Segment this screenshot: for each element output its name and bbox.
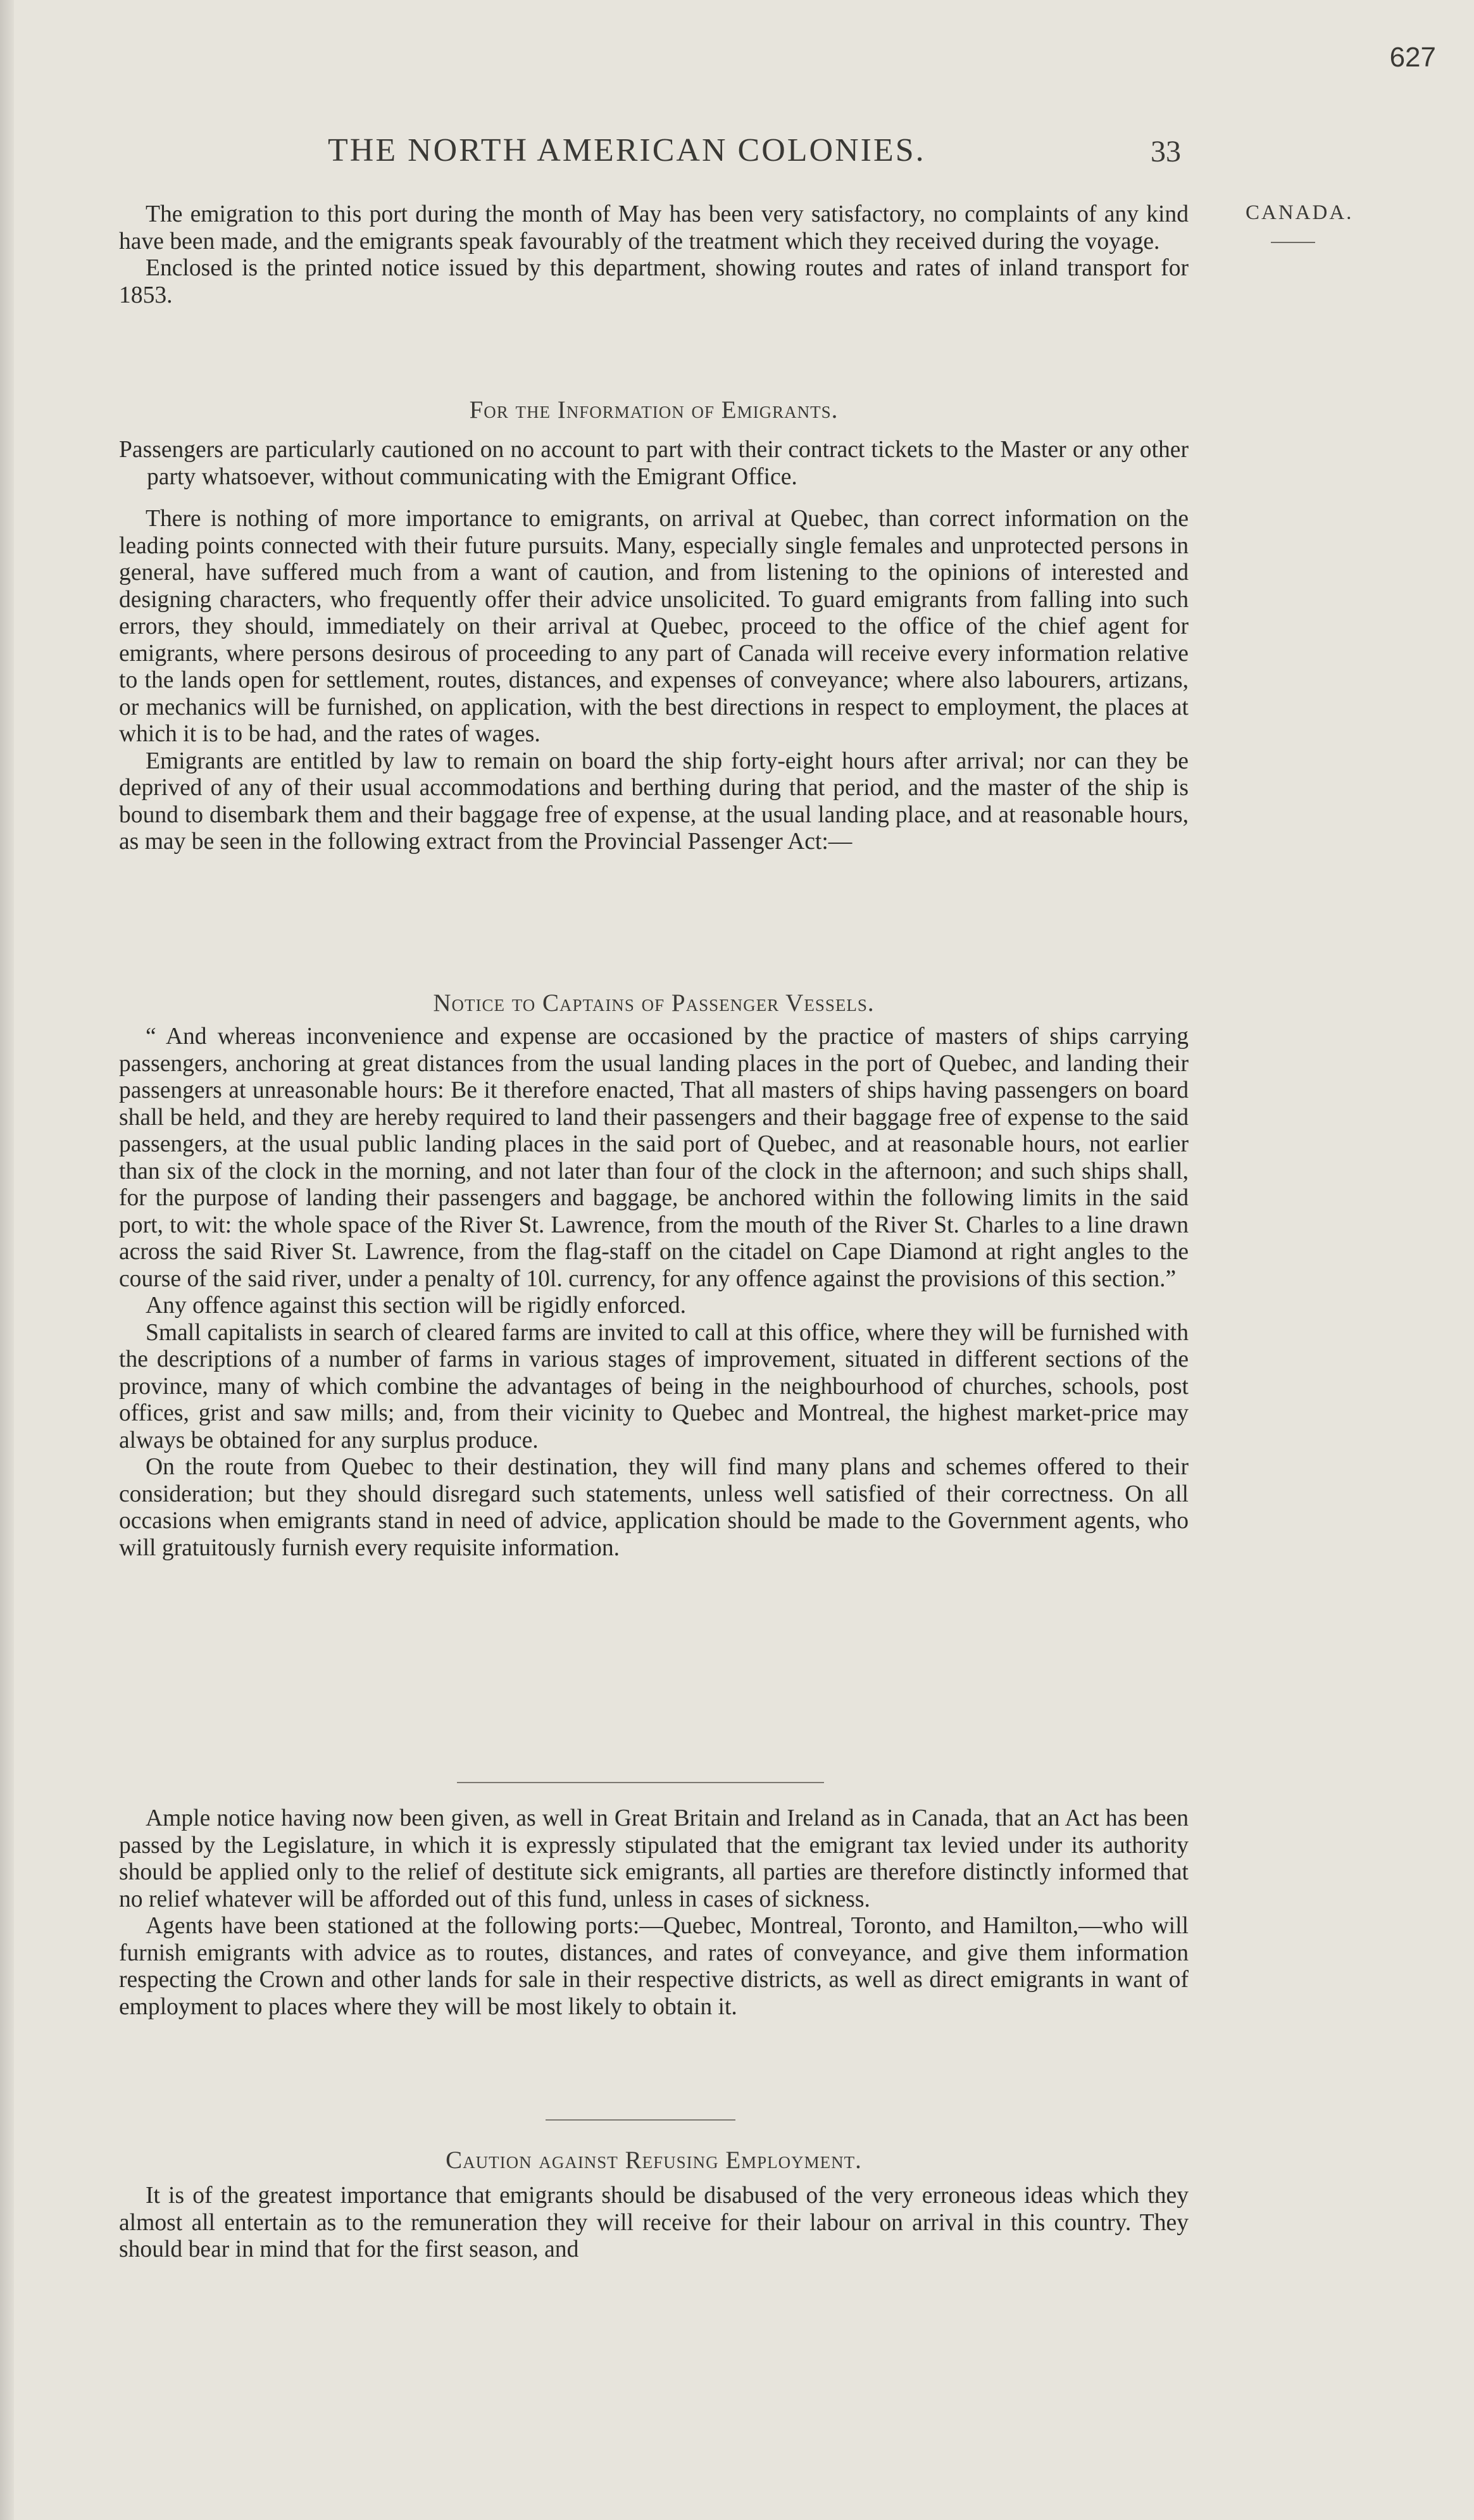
margin-note-rule: [1271, 242, 1315, 243]
section-divider: [457, 1782, 824, 1783]
body-paragraph: It is of the greatest importance that emigrants should be disabused of the very erroneous ideas which they almost all entertain as to the remuneration they will receive for their labour on arrival in this country. They should bear in mind that for the first season, and: [119, 2183, 1189, 2262]
margin-note: CANADA.: [1246, 201, 1354, 224]
body-paragraph: On the route from Quebec to their destination, they will find many plans and schemes offered to their consideration; but they should disregard such statements, unless well satisfied of their correctness. On all occasions when emigrants stand in need of advice, application should be made to the Government agents, who will gratuitously furnish every requisite information.: [119, 1454, 1189, 1561]
page-edge-shadow: [0, 0, 14, 2520]
running-head-page: 33: [1151, 135, 1181, 168]
body-paragraph: Ample notice having now been given, as well in Great Britain and Ireland as in Canada, that an Act has been passed by the Legislature, in which it is expressly stipulated that the emigrant tax levied under its authority should be applied only to the relief of destitute sick emigrants, all parties are therefore distinctly informed that no relief whatever will be afforded out of this fund, unless in cases of sickness.: [119, 1805, 1189, 1912]
section-heading-caution: Caution against Refusing Employment.: [446, 2147, 862, 2174]
intro-paragraph: The emigration to this port during the month of May has been very satisfactory, no complaints of any kind have been made, and the emigrants speak favourably of the treatment which they received during the voyage.: [119, 201, 1189, 254]
intro-paragraph: Enclosed is the printed notice issued by this department, showing routes and rates of inland transport for 1853.: [119, 255, 1189, 308]
section-heading-information: For the Information of Emigrants.: [469, 396, 839, 423]
body-paragraph: Agents have been stationed at the following ports:—Quebec, Montreal, Toronto, and Hamilton,—who will furnish emigrants with advice as to routes, distances, and rates of conveyance, and give them information respecting the Crown and other lands for sale in their respective districts, as well as direct emigrants in want of employment to places where they will be most likely to obtain it.: [119, 1913, 1189, 2020]
quoted-act-paragraph: “ And whereas inconvenience and expense are occasioned by the practice of masters of ships carrying passengers, anchoring at great distances from the usual landing places in the port of Quebec, and landing their passengers at unreasonable hours: Be it therefore enacted, That all masters of ships having passengers on board shall be held, and they are hereby required to land their passengers and their baggage free of expense to the said passengers, at the usual public landing places in the said port of Quebec, and at reasonable hours, not earlier than six of the clock in the morning, and not later than four of the clock in the afternoon; and such ships shall, for the purpose of landing their passengers and baggage, be anchored within the following limits in the said port, to wit: the whole space of the River St. Lawrence, from the mouth of the River St. Charles to a line drawn across the said River St. Lawrence, from the flag-staff on the citadel on Cape Diamond at right angles to the course of the said river, under a penalty of 10l. currency, for any offence against the provisions of this section.”: [119, 1024, 1189, 1292]
body-paragraph: Emigrants are entitled by law to remain on board the ship forty-eight hours after arrival; nor can they be deprived of any of their usual accommodations and berthing during that period, and the master of the ship is bound to disembark them and their baggage free of expense, at the usual landing place, and at reasonable hours, as may be seen in the following extract from the Provincial Passenger Act:—: [119, 748, 1189, 855]
intro-block: [119, 201, 1189, 309]
body-paragraph: Any offence against this section will be rigidly enforced.: [146, 1293, 686, 1319]
section-heading-notice: Notice to Captains of Passenger Vessels.: [433, 989, 875, 1017]
folio-number: 627: [1389, 42, 1436, 73]
caution-paragraph: Passengers are particularly cautioned on no account to part with their contract tickets to the Master or any other party whatsoever, without communicating with the Emigrant Office.: [119, 437, 1189, 490]
section-information: [119, 437, 1189, 856]
running-head-title: THE NORTH AMERICAN COLONIES.: [328, 132, 926, 168]
body-paragraph: Small capitalists in search of cleared farms are invited to call at this office, where they will be furnished with the descriptions of a number of farms in various stages of improvement, situated in different sections of the province, many of which combine the advantages of being in the neighbourhood of churches, schools, post offices, grist and saw mills; and, from their vicinity to Quebec and Montreal, the highest market-price may always be obtained for any surplus produce.: [119, 1319, 1189, 1453]
body-paragraph: There is nothing of more importance to emigrants, on arrival at Quebec, than correct information on the leading points connected with their future pursuits. Many, especially single females and unprotected persons in general, have suffered much from a want of caution, and from listening to the opinions of interested and designing characters, who frequently offer their advice unsolicited. To guard emigrants from falling into such errors, they should, immediately on their arrival at Quebec, proceed to the office of the chief agent for emigrants, where persons desirous of proceeding to any part of Canada will receive every information relative to the lands open for settlement, routes, distances, and expenses of conveyance; where also labourers, artizans, or mechanics will be furnished, on application, with the best directions in respect to employment, the places at which it is to be had, and the rates of wages.: [119, 506, 1189, 747]
section-caution: [119, 2183, 1189, 2264]
section-notice: [119, 1024, 1189, 1562]
section-divider: [546, 2119, 735, 2121]
section-tax-notice: [119, 1805, 1189, 2021]
